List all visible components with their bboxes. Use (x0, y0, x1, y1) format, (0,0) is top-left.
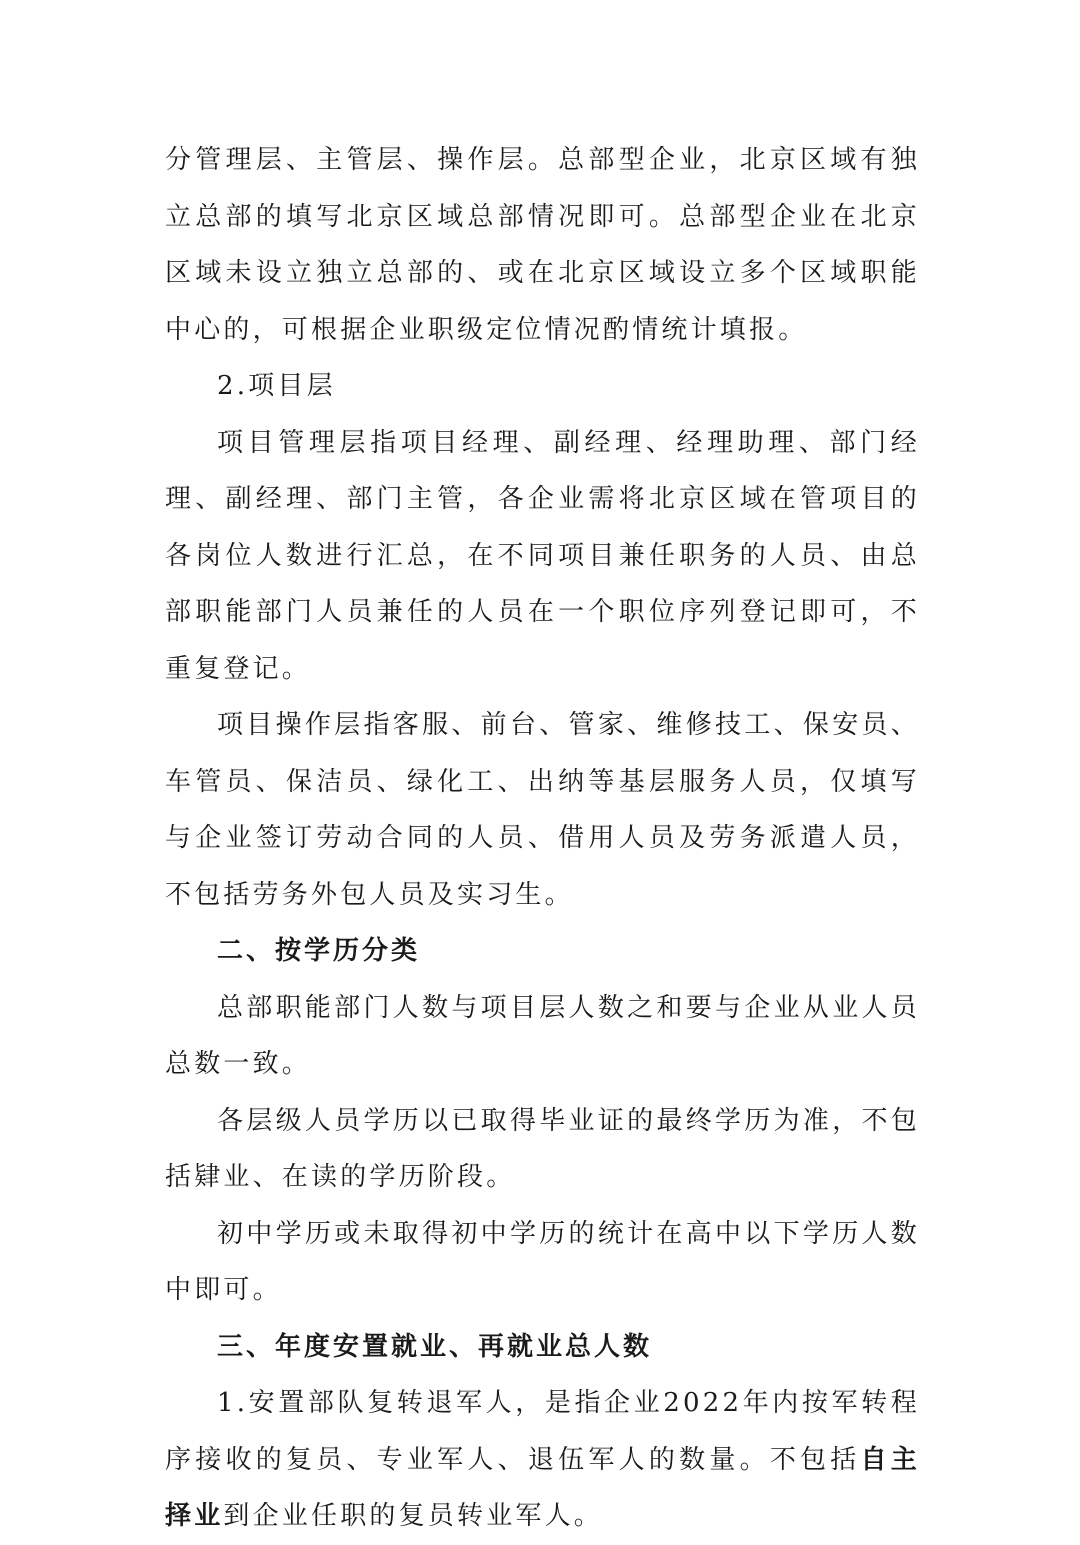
paragraph-junior-high: 初中学历或未取得初中学历的统计在高中以下学历人数中即可。 (165, 1218, 920, 1305)
veterans-text-part1: 1.安置部队复转退军人，是指企业2022年内按军转程序接收的复员、专业军人、退伍军人的数量。不包括 (165, 1388, 920, 1475)
document-body (165, 132, 920, 1545)
paragraph-project-operations: 项目操作层指客服、前台、管家、维修技工、保安员、车管员、保洁员、绿化工、出纳等基层服务人员，仅填写与企业签订劳动合同的人员、借用人员及劳务派遣人员，不包括劳务外包人员及实习生。 (165, 710, 920, 910)
veterans-text-part2: 到企业任职的复员转业军人。 (223, 1501, 604, 1531)
veterans-highlight-term: 自主择业 (165, 1444, 920, 1531)
paragraph-headcount-consistency: 总部职能部门人数与项目层人数之和要与企业从业人员总数一致。 (165, 992, 920, 1079)
paragraph-management-levels: 分管理层、主管层、操作层。总部型企业，北京区域有独立总部的填写北京区域总部情况即可。总部型企业在北京区域未设立独立总部的、或在北京区域设立多个区域职能中心的，可根据企业职级定位情况酌情统计填报。 (165, 145, 920, 345)
heading-annual-employment: 三、年度安置就业、再就业总人数 (217, 1331, 653, 1362)
subheading-project-level: 2.项目层 (217, 371, 336, 401)
paragraph-education-standard: 各层级人员学历以已取得毕业证的最终学历为准，不包括肄业、在读的学历阶段。 (165, 1105, 920, 1192)
paragraph-veterans (165, 1375, 920, 1545)
paragraph-project-management: 项目管理层指项目经理、副经理、经理助理、部门经理、副经理、部门主管，各企业需将北京区域在管项目的各岗位人数进行汇总，在不同项目兼任职务的人员、由总部职能部门人员兼任的人员在一个职位序列登记即可，不重复登记。 (165, 427, 920, 684)
heading-education-classification: 二、按学历分类 (217, 936, 421, 966)
